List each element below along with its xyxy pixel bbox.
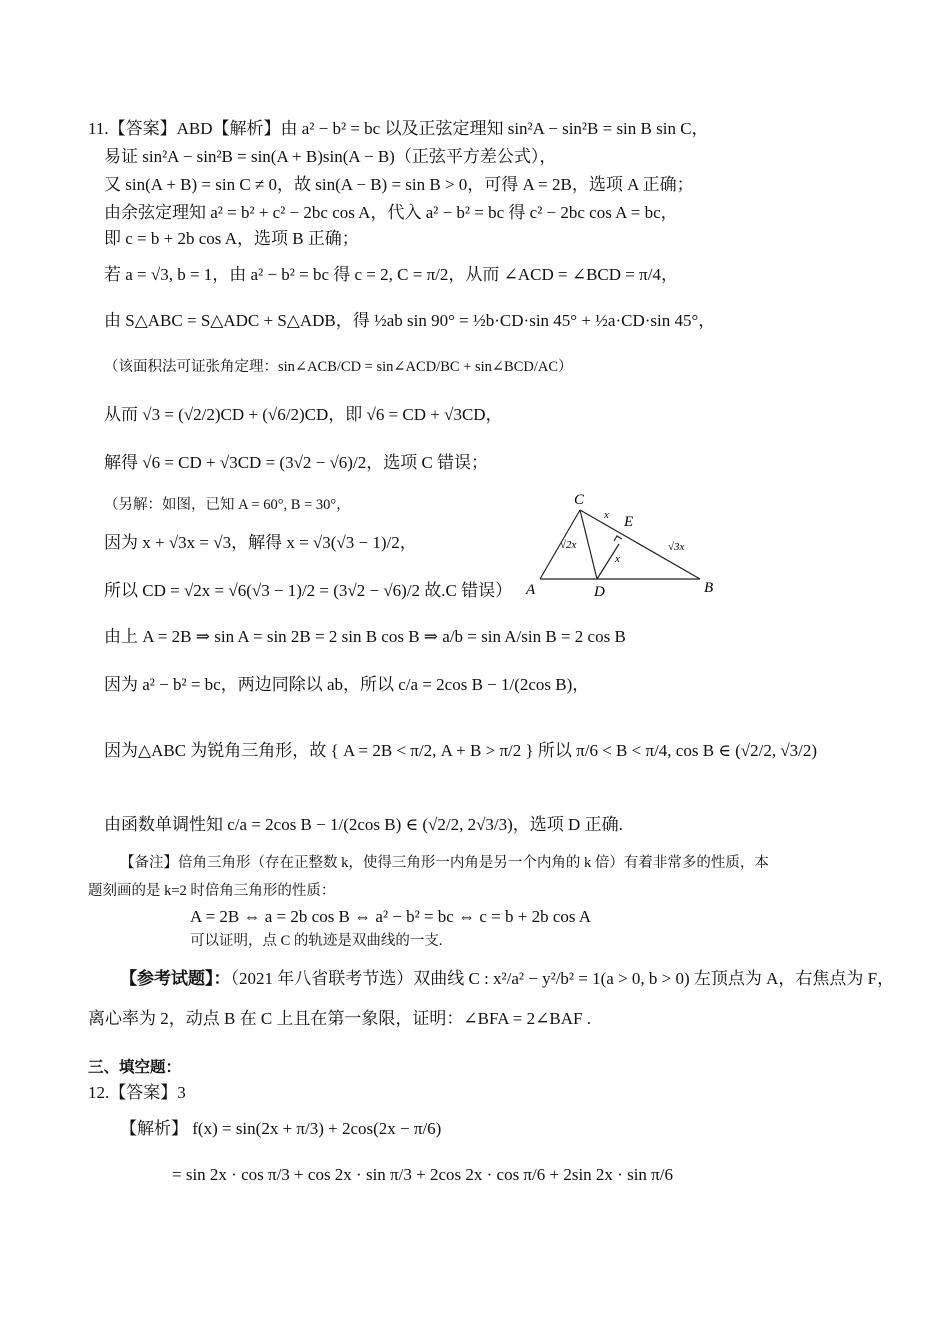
line-cd-equation: 从而 √3 = (√2/2)CD + (√6/2)CD，即 √6 = CD + √3CD，	[104, 405, 503, 424]
line-angle-theorem: （该面积法可证张角定理：sin∠ACB/CD = sin∠ACD/BC + sin∠BCD/AC）	[104, 359, 573, 375]
line-area-method: 由 S△ABC = S△ADC + S△ADB，得 ½ab sin 90° = ½b·CD·sin 45° + ½a·CD·sin 45°，	[104, 311, 716, 330]
line-option-a: 又 sin(A + B) = sin C ≠ 0，故 sin(A − B) = sin B > 0，可得 A = 2B，选项 A 正确；	[104, 175, 694, 194]
line-12-answer: 12.【答案】3	[88, 1083, 186, 1102]
line-cd-value: 所以 CD = √2x = √6(√3 − 1)/2 = (3√2 − √6)/2 故.C 错误）	[104, 581, 513, 600]
line-ratio: 因为 a² − b² = bc，两边同除以 ab，所以 c/a = 2cos B − 1/(2cos B)，	[104, 675, 590, 694]
line-equivalence: A = 2B ⇔ a = 2b cos B ⇔ a² − b² = bc ⇔ c = b + 2b cos A	[190, 907, 592, 926]
line-option-d: 由函数单调性知 c/a = 2cos B − 1/(2cos B) ∈ (√2/2, 2√3/3)，选项 D 正确.	[104, 815, 623, 834]
label-ce-x: x	[604, 509, 609, 521]
line-locus: 可以证明，点 C 的轨迹是双曲线的一支.	[190, 933, 443, 949]
label-a: A	[526, 582, 536, 598]
reference-text: （2021 年八省联考节选）双曲线 C : x²/a² − y²/b² = 1(a > 0, b > 0) 左顶点为 A，右焦点为 F，	[230, 969, 895, 988]
line-cosine-law: 由余弦定理知 a² = b² + c² − 2bc cos A，代入 a² − b² = bc 得 c² − 2bc cos A = bc，	[104, 203, 678, 222]
line-remark: 【备注】倍角三角形（存在正整数 k，使得三角形一内角是另一个内角的 k 倍）有着非常多的性质，本	[120, 855, 769, 871]
label-e: E	[624, 514, 634, 530]
line-12-analysis: 【解析】 f(x) = sin(2x + π/3) + 2cos(2x − π/6)	[120, 1119, 442, 1138]
line-alt-solution: （另解：如图，已知 A = 60°, B = 30°，	[104, 497, 351, 513]
label-de-x: x	[615, 553, 620, 565]
line-reference-problem	[120, 968, 894, 990]
line-reference-cont: 离心率为 2，动点 B 在 C 上且在第一象限，证明：∠BFA = 2∠BAF .	[88, 1009, 591, 1028]
line-option-b: 即 c = b + 2b cos A，选项 B 正确；	[104, 229, 359, 248]
label-b: B	[704, 580, 714, 596]
section-fill-in: 三、填空题：	[88, 1057, 182, 1076]
label-cd-sqrt2x: √2x	[560, 539, 577, 551]
reference-label: 【参考试题】：	[120, 969, 231, 988]
label-d: D	[594, 584, 605, 600]
line-11-answer: 11.【答案】ABD【解析】由 a² − b² = bc 以及正弦定理知 sin²A − sin²B = sin B sin C，	[88, 119, 709, 138]
label-eb-sqrt3x: √3x	[668, 541, 685, 553]
line-remark-cont: 题刻画的是 k=2 时倍角三角形的性质：	[88, 883, 336, 899]
line-given-values: 若 a = √3, b = 1，由 a² − b² = bc 得 c = 2, C = π/2，从而 ∠ACD = ∠BCD = π/4，	[104, 265, 678, 284]
line-solve-x: 因为 x + √3x = √3，解得 x = √3(√3 − 1)/2，	[104, 533, 417, 552]
line-identity: 易证 sin²A − sin²B = sin(A + B)sin(A − B)（正弦平方差公式），	[104, 147, 557, 166]
label-c: C	[574, 492, 585, 508]
line-option-c: 解得 √6 = CD + √3CD = (3√2 − √6)/2，选项 C 错误；	[104, 453, 489, 472]
line-acute-triangle: 因为△ABC 为锐角三角形，故 { A = 2B < π/2, A + B > π/2 } 所以 π/6 < B < π/4, cos B ∈ (√2/2, √3/2)	[104, 741, 818, 760]
triangle-figure	[518, 488, 728, 600]
line-12-expansion: = sin 2x · cos π/3 + cos 2x · sin π/3 + 2cos 2x · cos π/6 + 2sin 2x · sin π/6	[172, 1165, 673, 1184]
line-double-angle: 由上 A = 2B ⇒ sin A = sin 2B = 2 sin B cos B ⇒ a/b = sin A/sin B = 2 cos B	[104, 627, 626, 646]
